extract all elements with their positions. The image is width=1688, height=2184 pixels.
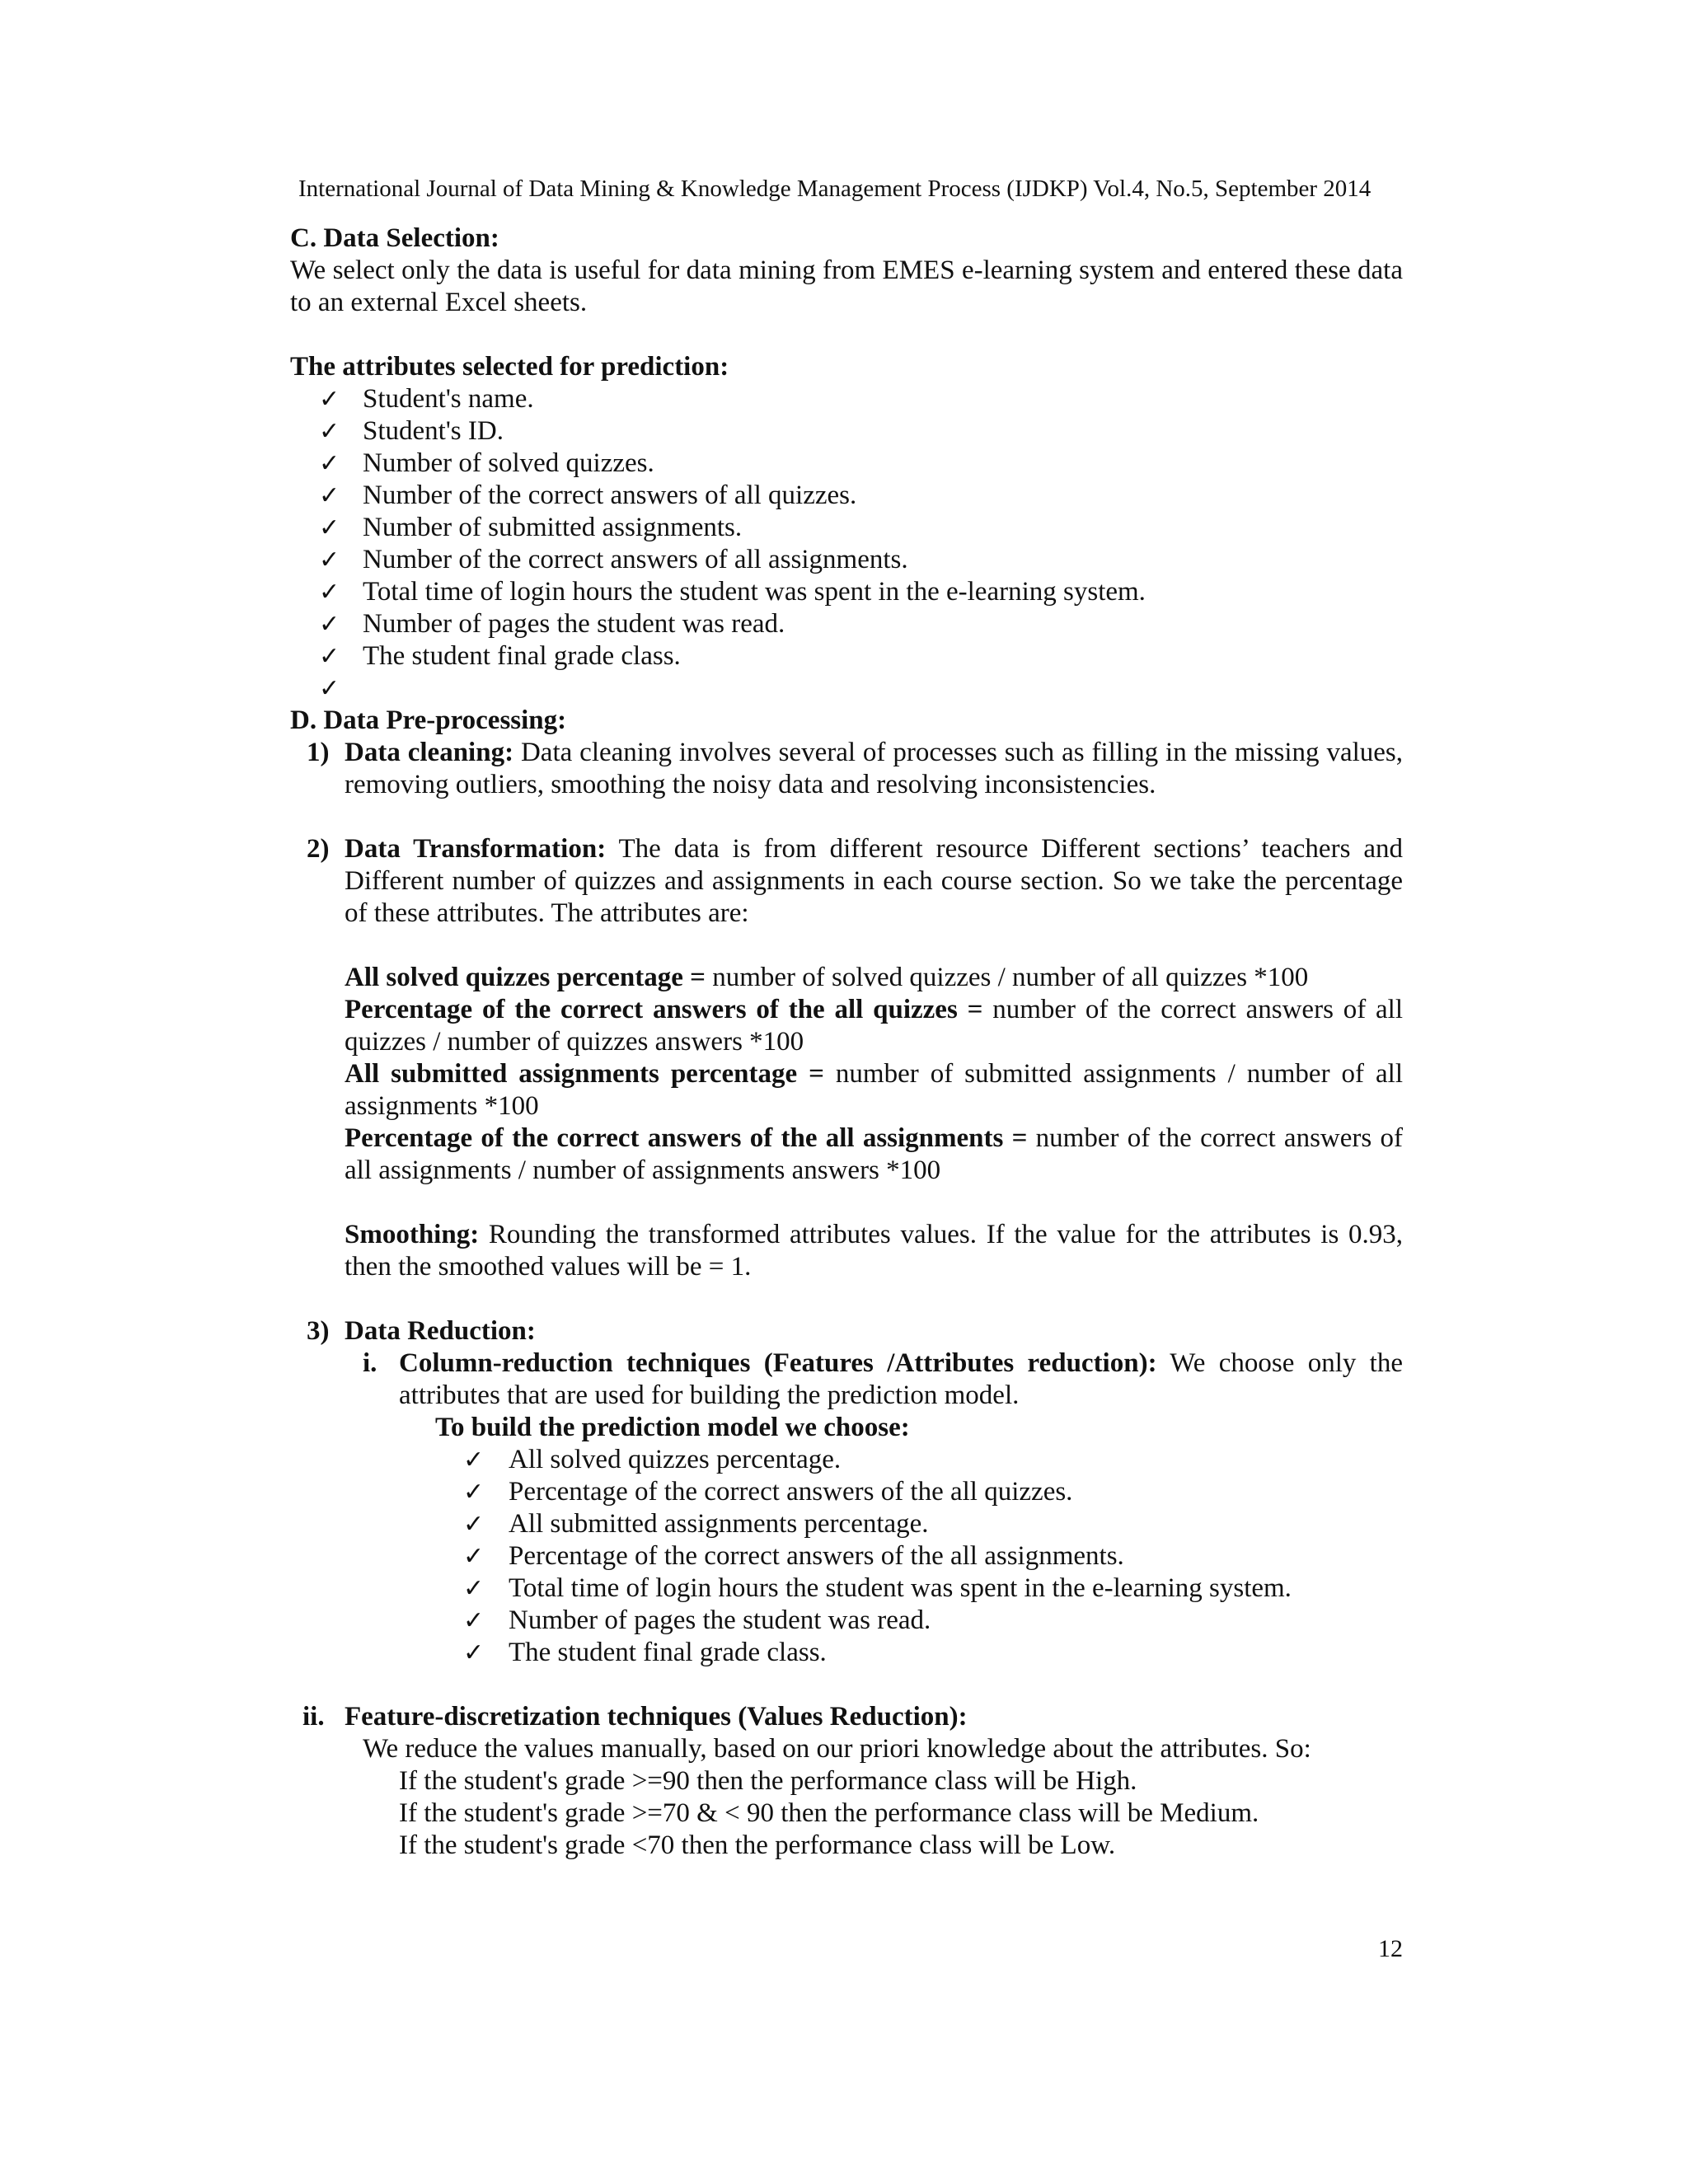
item-text: The data is from different resource Different sections’ teachers and Different number of quizzes and assignments in each course section. So we take the percentage of these attributes. The attributes are: <box>345 834 1403 928</box>
formula-text: number of the correct answers of all assignments / number of assignments answers *100 <box>345 1123 1403 1185</box>
list-item-text: The student final grade class. <box>363 641 681 671</box>
formula-text: number of submitted assignments / number of all assignments *100 <box>345 1059 1403 1121</box>
list-item <box>290 1508 1403 1540</box>
item-number: 2) <box>307 834 330 864</box>
check-icon: ✓ <box>319 674 340 703</box>
page-body <box>290 223 1403 1862</box>
spacer <box>290 1283 1403 1315</box>
check-icon: ✓ <box>463 1510 485 1539</box>
formula-label: All submitted assignments percentage = <box>345 1059 824 1089</box>
attributes-list <box>290 383 1403 705</box>
list-item <box>290 480 1403 512</box>
smoothing-text: Rounding the transformed attributes values. If the value for the attributes is 0.93, then the smoothed values will be = 1. <box>345 1220 1403 1282</box>
list-item <box>290 1476 1403 1508</box>
check-icon: ✓ <box>319 449 340 478</box>
item-number: 1) <box>307 738 330 767</box>
rule-low: If the student's grade <70 then the performance class will be Low. <box>399 1830 1116 1860</box>
check-icon: ✓ <box>319 417 340 446</box>
check-icon: ✓ <box>319 513 340 542</box>
list-item-text: Percentage of the correct answers of the all quizzes. <box>509 1477 1073 1507</box>
list-item <box>290 608 1403 640</box>
check-icon: ✓ <box>463 1574 485 1603</box>
roman-label: Column-reduction techniques (Features /Attributes reduction): <box>399 1348 1157 1378</box>
item-data-reduction <box>290 1315 1403 1347</box>
spacer <box>290 1187 1403 1219</box>
list-item <box>290 415 1403 448</box>
check-icon: ✓ <box>463 1542 485 1571</box>
check-icon: ✓ <box>319 642 340 671</box>
list-item <box>290 512 1403 544</box>
formula-1 <box>290 962 1403 994</box>
section-d-title: D. Data Pre-processing: <box>290 705 567 735</box>
smoothing-label: Smoothing: <box>345 1220 480 1249</box>
formula-4 <box>290 1122 1403 1187</box>
item-data-transformation <box>290 833 1403 930</box>
list-item <box>290 544 1403 576</box>
check-icon: ✓ <box>319 385 340 414</box>
list-item-text: All submitted assignments percentage. <box>509 1509 929 1539</box>
spacer <box>290 319 1403 351</box>
list-item-text: Number of pages the student was read. <box>363 609 785 639</box>
formula-2 <box>290 994 1403 1058</box>
list-item-text: Number of pages the student was read. <box>509 1605 931 1635</box>
discretization-intro: We reduce the values manually, based on our priori knowledge about the attributes. So: <box>363 1734 1311 1764</box>
list-item-text: Number of submitted assignments. <box>363 513 743 542</box>
item-text: Data cleaning involves several of processes such as filling in the missing values, removing outliers, smoothing the noisy data and resolving inconsistencies. <box>345 738 1403 799</box>
list-item <box>290 383 1403 415</box>
spacer <box>290 930 1403 962</box>
list-item <box>290 448 1403 480</box>
roman-text: We choose only the attributes that are used for building the prediction model. <box>399 1348 1403 1410</box>
list-item-empty <box>290 673 1403 705</box>
roman-number: ii. <box>302 1702 325 1732</box>
section-c-title: C. Data Selection: <box>290 223 499 253</box>
list-item-text: Total time of login hours the student was spent in the e-learning system. <box>509 1573 1292 1603</box>
roman-number: i. <box>363 1348 377 1378</box>
list-item-text: Student's name. <box>363 384 534 414</box>
spacer <box>290 801 1403 833</box>
model-choice-title: To build the prediction model we choose: <box>435 1413 910 1442</box>
rule-medium: If the student's grade >=70 & < 90 then the performance class will be Medium. <box>399 1798 1259 1828</box>
check-icon: ✓ <box>463 1446 485 1474</box>
section-c-text: We select only the data is useful for data mining from EMES e-learning system and entered these data to an external Excel sheets. <box>290 255 1403 317</box>
smoothing-paragraph <box>290 1219 1403 1283</box>
formula-label: All solved quizzes percentage = <box>345 963 706 992</box>
check-icon: ✓ <box>463 1638 485 1667</box>
list-item <box>290 640 1403 673</box>
column-reduction-item <box>290 1347 1403 1412</box>
list-item <box>290 1444 1403 1476</box>
list-item-text: Percentage of the correct answers of the all assignments. <box>509 1541 1124 1571</box>
list-item-text: The student final grade class. <box>509 1638 827 1667</box>
list-item-text: Student's ID. <box>363 416 504 446</box>
list-item-text: Number of the correct answers of all quizzes. <box>363 480 857 510</box>
check-icon: ✓ <box>319 546 340 574</box>
check-icon: ✓ <box>319 481 340 510</box>
formula-label: Percentage of the correct answers of the all quizzes = <box>345 995 983 1024</box>
list-item-text: Number of the correct answers of all assignments. <box>363 545 908 574</box>
check-icon: ✓ <box>463 1478 485 1507</box>
list-item-text: Total time of login hours the student was spent in the e-learning system. <box>363 577 1146 607</box>
journal-header: International Journal of Data Mining & Knowledge Management Process (IJDKP) Vol.4, No.5, September 2014 <box>298 176 1372 202</box>
formula-text: number of solved quizzes / number of all quizzes *100 <box>705 963 1309 992</box>
model-choice-list <box>290 1444 1403 1669</box>
list-item <box>290 576 1403 608</box>
item-number: 3) <box>307 1316 330 1346</box>
list-item <box>290 1540 1403 1572</box>
rule-high: If the student's grade >=90 then the performance class will be High. <box>399 1766 1137 1796</box>
item-label: Data Reduction: <box>345 1316 536 1346</box>
list-item-text: Number of solved quizzes. <box>363 448 654 478</box>
check-icon: ✓ <box>319 610 340 639</box>
spacer <box>290 1669 1403 1701</box>
attributes-title: The attributes selected for prediction: <box>290 352 729 382</box>
feature-discretization-item <box>290 1701 1403 1733</box>
list-item <box>290 1605 1403 1637</box>
list-item <box>290 1572 1403 1605</box>
formula-3 <box>290 1058 1403 1122</box>
list-item <box>290 1637 1403 1669</box>
item-data-cleaning <box>290 737 1403 801</box>
check-icon: ✓ <box>319 578 340 607</box>
formula-text: number of the correct answers of all quizzes / number of quizzes answers *100 <box>345 995 1403 1057</box>
list-item-text: All solved quizzes percentage. <box>509 1445 842 1474</box>
item-label: Data cleaning: <box>345 738 514 767</box>
check-icon: ✓ <box>463 1606 485 1635</box>
page-number: 12 <box>1378 1935 1403 1962</box>
roman-label: Feature-discretization techniques (Values Reduction): <box>345 1702 968 1732</box>
formula-label: Percentage of the correct answers of the all assignments = <box>345 1123 1028 1153</box>
item-label: Data Transformation: <box>345 834 607 864</box>
